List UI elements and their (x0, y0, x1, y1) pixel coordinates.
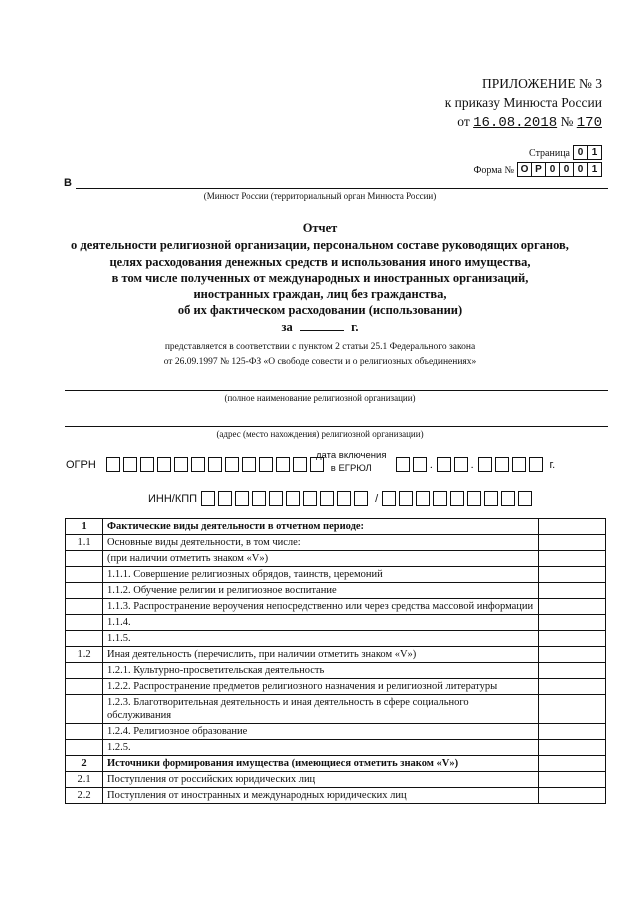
form-code-cell: 1 (587, 162, 602, 177)
table-row (66, 615, 606, 631)
table-row (66, 583, 606, 599)
row-mark-cell[interactable] (539, 615, 606, 631)
order-date: 16.08.2018 (473, 115, 558, 131)
row-number (66, 599, 103, 615)
row-text: Основные виды деятельности, в том числе: (103, 535, 539, 551)
basis-line: представляется в соответствии с пунктом 2 статьи 25.1 Федерального закона (164, 342, 476, 352)
ogrn-row (66, 455, 327, 473)
table-row (66, 535, 606, 551)
form-code-cell: О (517, 162, 532, 177)
report-period (0, 319, 640, 336)
row-number (66, 631, 103, 647)
row-text: 1.2.2. Распространение предметов религиозного назначения и религиозной литературы (103, 679, 539, 695)
row-number (66, 663, 103, 679)
table-row (66, 599, 606, 615)
table-row (66, 631, 606, 647)
row-number: 2 (66, 756, 103, 772)
inclusion-date-label: дата включения в ЕГРЮЛ (316, 450, 387, 474)
org-address-caption: (адрес (место нахождения) религиозной организации) (216, 429, 424, 439)
row-number (66, 567, 103, 583)
table-row (66, 551, 606, 567)
inn-kpp-separator: / (375, 493, 379, 505)
kpp-boxes[interactable] (382, 491, 535, 506)
form-code-cell: Р (531, 162, 546, 177)
report-title-line: иностранных граждан, лиц без гражданства, (193, 287, 447, 301)
row-number (66, 679, 103, 695)
row-text: Поступления от иностранных и международных юридических лиц (103, 788, 539, 804)
org-address-line[interactable] (65, 426, 608, 427)
period-year-field[interactable] (300, 330, 344, 331)
form-code-cell: 0 (559, 162, 574, 177)
form-label: Форма № (473, 165, 514, 176)
table-row (66, 788, 606, 804)
row-number (66, 583, 103, 599)
row-text: Иная деятельность (перечислить, при наличии отметить знаком «V») (103, 647, 539, 663)
row-text: Фактические виды деятельности в отчетном периоде: (103, 519, 539, 535)
row-text: 1.2.1. Культурно-просветительская деятельность (103, 663, 539, 679)
table-row (66, 567, 606, 583)
row-text: 1.1.4. (103, 615, 539, 631)
row-mark-cell[interactable] (539, 663, 606, 679)
to-line[interactable] (76, 188, 608, 189)
inn-kpp-label: ИНН/КПП (148, 493, 198, 505)
year-suffix: г. (549, 459, 556, 471)
inclusion-date-boxes[interactable]: . . г. (396, 455, 555, 473)
period-prefix: за (281, 320, 293, 334)
row-text: Источники формирования имущества (имеющиеся отметить знаком «V») (103, 756, 539, 772)
row-mark-cell[interactable] (539, 724, 606, 740)
row-mark-cell[interactable] (539, 567, 606, 583)
row-mark-cell[interactable] (539, 519, 606, 535)
row-mark-cell[interactable] (539, 535, 606, 551)
report-title-line: о деятельности религиозной организации, персональном составе руководящих органов, (71, 238, 569, 252)
row-mark-cell[interactable] (539, 599, 606, 615)
row-number (66, 615, 103, 631)
row-mark-cell[interactable] (539, 740, 606, 756)
table-row (66, 756, 606, 772)
period-suffix: г. (351, 320, 359, 334)
row-text: 1.2.5. (103, 740, 539, 756)
row-number (66, 695, 103, 724)
from-label: от (457, 114, 470, 129)
form-code (474, 160, 603, 178)
row-number: 2.2 (66, 788, 103, 804)
row-mark-cell[interactable] (539, 788, 606, 804)
form-code-cell: 0 (573, 162, 588, 177)
inn-boxes[interactable] (201, 491, 371, 506)
row-mark-cell[interactable] (539, 756, 606, 772)
page-label: Страница (529, 148, 570, 159)
to-caption: (Минюст России (территориальный орган Минюста России) (203, 191, 437, 201)
form-code-cells (518, 162, 602, 177)
ogrn-boxes[interactable] (106, 457, 327, 472)
ogrn-label: ОГРН (66, 459, 96, 471)
row-mark-cell[interactable] (539, 679, 606, 695)
org-name-caption: (полное наименование религиозной организации) (224, 393, 416, 403)
form-code-cell: 0 (545, 162, 560, 177)
row-number (66, 551, 103, 567)
row-text: 1.1.1. Совершение религиозных обрядов, таинств, церемоний (103, 567, 539, 583)
inn-kpp-row (148, 489, 535, 507)
table-row (66, 663, 606, 679)
row-number: 1.1 (66, 535, 103, 551)
row-number: 1 (66, 519, 103, 535)
row-text: 1.2.3. Благотворительная деятельность и иная деятельность в сфере социального обслуживания (103, 695, 539, 724)
order-number: 170 (576, 115, 602, 131)
table-row (66, 519, 606, 535)
order-date-line (445, 112, 602, 133)
order-reference: к приказу Минюста России (444, 95, 602, 110)
page-digit-cells (574, 145, 602, 160)
table-row (66, 695, 606, 724)
row-mark-cell[interactable] (539, 631, 606, 647)
page-digit: 1 (587, 145, 602, 160)
page-code (529, 143, 602, 161)
to-prefix: В (64, 177, 72, 189)
number-label: № (560, 114, 574, 129)
appendix-header (445, 74, 602, 133)
table-row (66, 772, 606, 788)
table-row (66, 647, 606, 663)
row-text: 1.1.5. (103, 631, 539, 647)
row-text: (при наличии отметить знаком «V») (103, 551, 539, 567)
row-text: 1.1.3. Распространение вероучения непосредственно или через средства массовой информации (103, 599, 539, 615)
row-mark-cell[interactable] (539, 551, 606, 567)
report-title-line: целях расходования денежных средств и использования иного имущества, (109, 255, 531, 269)
row-text: 1.1.2. Обучение религии и религиозное воспитание (103, 583, 539, 599)
page-digit: 0 (573, 145, 588, 160)
report-title-line: об их фактическом расходовании (использовании) (177, 303, 463, 317)
row-mark-cell[interactable] (539, 647, 606, 663)
row-number (66, 740, 103, 756)
row-number: 1.2 (66, 647, 103, 663)
activity-table (65, 518, 606, 804)
appendix-title: ПРИЛОЖЕНИЕ № 3 (481, 76, 602, 91)
row-mark-cell[interactable] (539, 583, 606, 599)
row-mark-cell[interactable] (539, 695, 606, 724)
report-title-line: в том числе полученных от международных и иностранных организаций, (111, 271, 529, 285)
org-name-line[interactable] (65, 390, 608, 391)
row-text: 1.2.4. Религиозное образование (103, 724, 539, 740)
table-row (66, 679, 606, 695)
report-title: Отчет (302, 221, 338, 235)
row-text: Поступления от российских юридических лиц (103, 772, 539, 788)
row-number: 2.1 (66, 772, 103, 788)
row-mark-cell[interactable] (539, 772, 606, 788)
table-row (66, 740, 606, 756)
basis-line: от 26.09.1997 № 125-ФЗ «О свободе совести и о религиозных объединениях» (163, 357, 477, 367)
table-row (66, 724, 606, 740)
row-number (66, 724, 103, 740)
